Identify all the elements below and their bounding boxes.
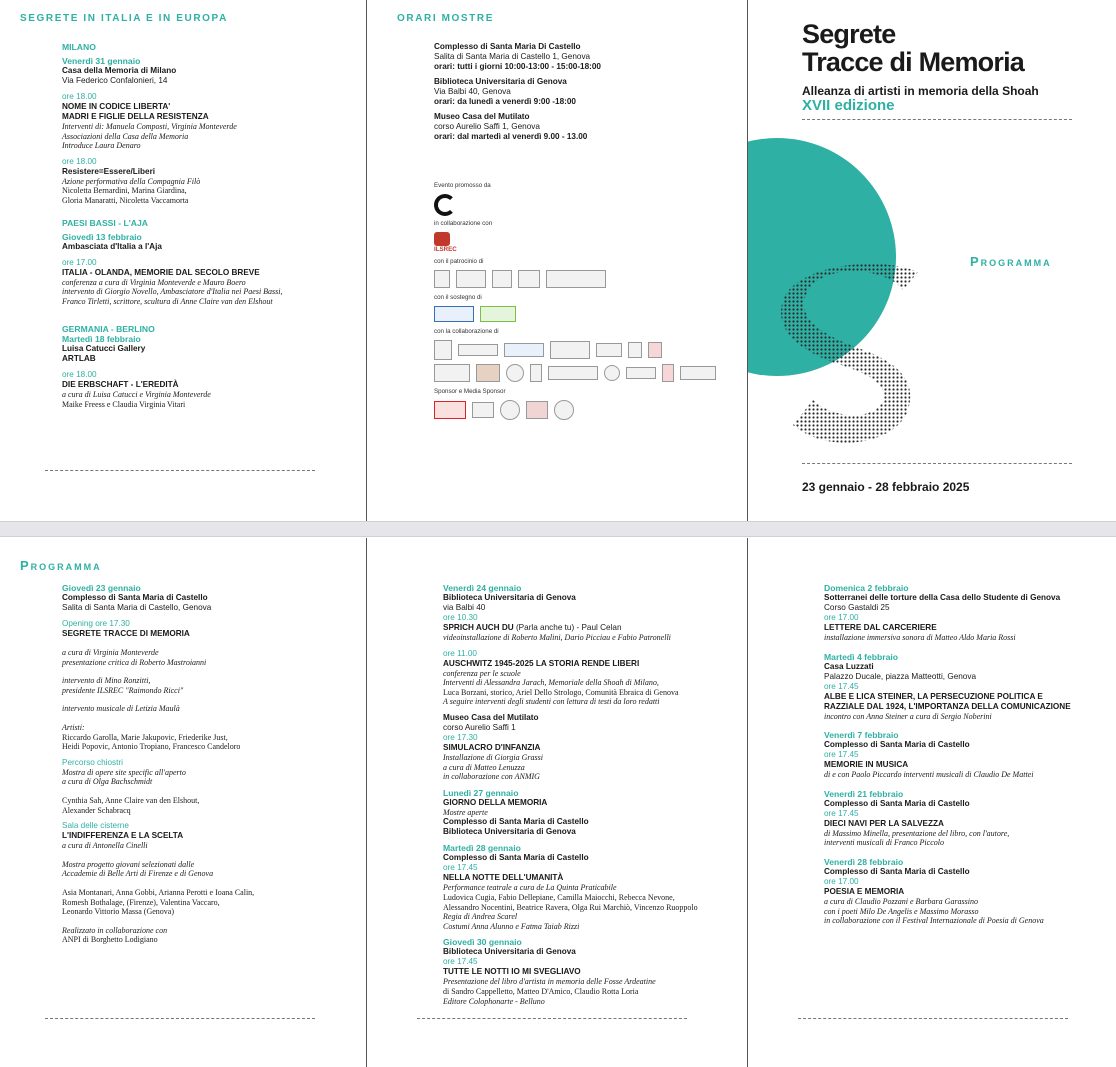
event-detail: intervento di Giorgio Novello, Ambasciatore d'Italia nei Paesi Bassi, <box>62 287 283 297</box>
event-time: ore 18.00 <box>62 92 97 101</box>
address: via Balbi 40 <box>443 603 486 612</box>
city-label: MILANO <box>62 42 96 52</box>
event-title: MADRI E FIGLIE DELLA RESISTENZA <box>62 112 209 121</box>
event-date: Venerdì 21 febbraio <box>824 788 904 799</box>
venue: Biblioteca Universitaria di Genova <box>443 593 576 602</box>
logo <box>434 340 452 360</box>
event-detail: Maike Freess e Claudia Virginia Vitari <box>62 399 186 409</box>
event-title: RAZZIALE DAL 1924, L'IMPORTANZA DELLA COMUNICAZIONE <box>824 701 1071 711</box>
section-title: Programma <box>20 558 102 573</box>
event-date: Giovedì 30 gennaio <box>443 937 522 948</box>
event-title-suffix: (Parla anche tu) - Paul Celan <box>513 623 622 632</box>
patronage-logos <box>434 270 734 288</box>
event-time: ore 17.00 <box>824 876 859 886</box>
sponsor-label: Sponsor e Media Sponsor <box>434 388 506 395</box>
event-detail: Costumi Anna Alunno e Fatma Taiab Rizzi <box>443 921 580 931</box>
event-title: AUSCHWITZ 1945-2025 LA STORIA RENDE LIBERI <box>443 658 640 668</box>
event-title: POESIA E MEMORIA <box>824 886 905 896</box>
event-detail: Associazioni della Casa della Memoria <box>62 131 189 141</box>
panel-cover <box>748 0 1116 521</box>
logo <box>458 344 498 356</box>
event-detail: Mostra progetto giovani selezionati dalle <box>62 859 195 869</box>
event-detail: Luca Borzani, storico, Ariel Dello Strologo, Comunità Ebraica di Genova <box>443 687 679 697</box>
event-detail: in collaborazione con ANMIG <box>443 772 540 782</box>
artist-list: Cynthia Sah, Anne Claire van den Elshout, <box>62 795 200 805</box>
event-time: ore 17.30 <box>443 732 478 742</box>
event-time: ore 18.00 <box>62 156 97 166</box>
collaboration-label: con la collaborazione di <box>434 328 499 335</box>
event-date: Martedì 28 gennaio <box>443 843 521 854</box>
event-detail: videoinstallazione di Roberto Malini, Dario Picciau e Fabio Patronelli <box>443 633 671 642</box>
venue: Complesso di Santa Maria Di Castello <box>434 42 581 51</box>
dashed-divider <box>802 463 1072 464</box>
event-detail: Alessandro Nocentini, Beatrice Ravera, Olga Rui Marchiò, Vincenzo Ruoppolo <box>443 902 698 912</box>
panel-programma-col1 <box>0 538 366 1067</box>
logo <box>476 364 500 382</box>
address: Via Balbi 40, Genova <box>434 87 511 96</box>
event-detail: intervento di Mino Ronzitti, <box>62 676 151 686</box>
dashed-divider <box>798 1018 1068 1019</box>
logo <box>550 341 590 359</box>
venue: Complesso di Santa Maria di Castello <box>443 853 589 863</box>
panel-opening-hours <box>367 0 747 521</box>
venue: Museo Casa del Mutilato <box>434 112 530 121</box>
event-time: Opening ore 17.30 <box>62 619 130 628</box>
event-date: Lunedì 27 gennaio <box>443 787 519 798</box>
event-title <box>443 623 743 633</box>
logo <box>506 364 524 382</box>
dotted-s-artwork <box>768 260 948 470</box>
venue: Complesso di Santa Maria di Castello <box>824 866 970 876</box>
logo <box>648 342 662 358</box>
event-date: Martedì 18 febbraio <box>62 334 141 345</box>
event-date: Venerdì 7 febbraio <box>824 730 899 741</box>
event-detail: Interventi di Alessandra Jarach, Memoriale della Shoah di Milano, <box>443 678 659 688</box>
artist-list: Leonardo Vittorio Massa (Genova) <box>62 907 175 917</box>
event-date: Domenica 2 febbraio <box>824 583 909 593</box>
venue: Ambasciata d'Italia a l'Aja <box>62 241 162 251</box>
cover-dates: 23 gennaio - 28 febbraio 2025 <box>802 480 970 494</box>
cover-title <box>802 20 1024 76</box>
logo <box>546 270 606 288</box>
venue: Casa Luzzati <box>824 661 874 671</box>
section-title: ORARI MOSTRE <box>397 13 494 24</box>
section-title: SEGRETE IN ITALIA E IN EUROPA <box>20 13 228 24</box>
panel-europe <box>0 0 366 521</box>
event-detail: Introduce Laura Denaro <box>62 141 141 151</box>
event-title: SEGRETE TRACCE DI MEMORIA <box>62 629 190 638</box>
venue: Complesso di Santa Maria di Castello <box>62 593 208 602</box>
address: Via Federico Confalonieri, 14 <box>62 76 168 85</box>
address: corso Aurelio Saffi 1 <box>443 722 516 732</box>
event-title: MEMORIE IN MUSICA <box>824 760 909 770</box>
event-time: ore 17.00 <box>62 257 97 267</box>
event-date: Venerdì 31 gennaio <box>62 56 141 66</box>
event-detail: Realizzato in collaborazione con <box>62 925 168 935</box>
event-time: ore 17.45 <box>824 681 859 691</box>
event-time: ore 10.30 <box>443 613 478 622</box>
logo <box>596 343 622 357</box>
venue: Biblioteca Universitaria di Genova <box>443 827 576 837</box>
event-detail: di e con Paolo Piccardo interventi musicali di Claudio De Mattei <box>824 770 1034 780</box>
address: Salita di Santa Maria di Castello, Genova <box>62 603 212 612</box>
patronage-label: con il patrocinio di <box>434 258 484 265</box>
dashed-divider <box>417 1018 687 1019</box>
address: Corso Gastaldi 25 <box>824 603 890 612</box>
panel-programma-col2 <box>367 538 747 1067</box>
logo <box>554 400 574 420</box>
collaboration-logos-row1 <box>434 340 734 360</box>
event-title: ITALIA - OLANDA, MEMORIE DAL SECOLO BREVE <box>62 267 260 277</box>
logo <box>662 364 674 382</box>
event-detail: Editore Colophonarte - Belluno <box>443 996 545 1006</box>
cover-title-line2: Tracce di Memoria <box>802 47 1025 77</box>
event-detail: installazione immersiva sonora di Matteo Aldo Maria Rossi <box>824 633 1016 642</box>
event-detail: in collaborazione con il Festival Internazionale di Poesia di Genova <box>824 916 1044 926</box>
logo <box>604 365 620 381</box>
event-time: ore 17.45 <box>824 808 859 818</box>
event-title: ALBE E LICA STEINER, LA PERSECUZIONE POLITICA E <box>824 691 1043 701</box>
event-detail: di Massimo Minella, presentazione del libro, con l'autore, <box>824 828 1010 838</box>
venue: Complesso di Santa Maria di Castello <box>443 817 589 827</box>
hours: orari: da lunedì a venerdì 9:00 -18:00 <box>434 97 576 106</box>
artist-list: Romesh Bothalage, (Firenze), Valentina Vaccaro, <box>62 897 220 907</box>
event-detail: conferenza a cura di Virginia Monteverde e Mauro Boero <box>62 277 246 287</box>
panel-programma-col3 <box>748 538 1116 1067</box>
event-title: NOME IN CODICE LIBERTA' <box>62 102 171 111</box>
event-title: GIORNO DELLA MEMORIA <box>443 797 548 807</box>
event-time: ore 17.45 <box>443 957 478 967</box>
city-label: PAESI BASSI - L'AJA <box>62 217 148 228</box>
event-time: ore 17.45 <box>824 750 859 760</box>
event-detail: a cura di Antonella Cinelli <box>62 841 148 851</box>
cover-title-line1: Segrete <box>802 19 896 49</box>
event-detail: Regia di Andrea Scarel <box>443 912 518 922</box>
event-detail: Presentazione del libro d'artista in memoria delle Fosse Ardeatine <box>443 977 656 987</box>
event-time: ore 18.00 <box>62 370 97 380</box>
logo <box>434 270 450 288</box>
coop-logo <box>434 401 466 419</box>
event-detail: A seguire interventi degli studenti con lettura di testi da loro redatti <box>443 697 660 707</box>
event-detail: interventi musicali di Franco Piccolo <box>824 838 944 848</box>
event-title: Resistere=Essere/Liberi <box>62 166 156 176</box>
logo <box>492 270 512 288</box>
event-title: TUTTE LE NOTTI IO MI SVEGLIAVO <box>443 967 581 977</box>
venue: Luisa Catucci Gallery <box>62 344 146 354</box>
venue: Sotterranei delle torture della Casa dello Studente di Genova <box>824 593 1061 602</box>
logo <box>434 364 470 382</box>
logo <box>504 343 544 357</box>
event-detail: Ludovica Cugia, Fabio Dellepiane, Camilla Maiocchi, Rebecca Nevone, <box>443 892 675 902</box>
ilsrec-logo <box>434 232 450 246</box>
logo <box>518 270 540 288</box>
event-detail: Gloria Manaratti, Nicoletta Vaccamorta <box>62 195 189 205</box>
event-detail: presentazione critica di Roberto Mastroianni <box>62 657 207 667</box>
event-date: Venerdì 28 febbraio <box>824 856 904 867</box>
event-detail: di Sandro Cappelletto, Matteo D'Amico, Claudio Rotta Loria <box>443 986 639 996</box>
cover-edition: XVII edizione <box>802 97 895 114</box>
event-detail: a cura di Claudio Pozzani e Barbara Garassino <box>824 896 979 906</box>
event-detail: Interventi di: Manuela Composti, Virginia Monteverde <box>62 122 237 131</box>
artist-list: Riccardo Garolla, Marie Jakupovic, Friederike Just, <box>62 732 228 742</box>
event-detail: Mostra di opere site specific all'aperto <box>62 767 186 777</box>
event-detail: intervento musicale di Letizia Maulà <box>62 704 180 714</box>
logo <box>548 366 598 380</box>
logo <box>480 306 516 322</box>
event-title: LETTERE DAL CARCERIERE <box>824 623 937 632</box>
venue: ARTLAB <box>62 354 96 364</box>
venue: Casa della Memoria di Milano <box>62 66 177 75</box>
logo <box>472 402 494 418</box>
event-subheading: Percorso chiostri <box>62 757 123 767</box>
venue: Museo Casa del Mutilato <box>443 712 539 722</box>
logo <box>530 364 542 382</box>
artist-list: Alexander Schabracq <box>62 805 131 815</box>
event-time: ore 17.45 <box>443 863 478 873</box>
event-detail: ANPI di Borghetto Lodigiano <box>62 935 158 945</box>
venue: Biblioteca Universitaria di Genova <box>443 947 576 957</box>
event-title: SIMULACRO D'INFANZIA <box>443 742 541 752</box>
venue: Complesso di Santa Maria di Castello <box>824 740 970 750</box>
event-date: Martedì 4 febbraio <box>824 651 899 662</box>
cover-programma-label: Programma <box>970 254 1052 269</box>
logo <box>626 367 656 379</box>
event-title-main: SPRICH AUCH DU <box>443 623 514 632</box>
collab-label: in collaborazione con <box>434 220 493 227</box>
logo <box>456 270 486 288</box>
event-title: NELLA NOTTE DELL'UMANITÀ <box>443 873 564 883</box>
sponsor-logos <box>434 400 734 420</box>
event-title: DIECI NAVI PER LA SALVEZZA <box>824 818 944 828</box>
event-detail: Accademie di Belle Arti di Firenze e di Genova <box>62 869 214 879</box>
collaboration-logos-row2 <box>434 364 734 382</box>
hours: orari: dal martedì al venerdì 9.00 - 13.00 <box>434 132 588 141</box>
event-detail: Mostre aperte <box>443 807 488 817</box>
promoter-label: Evento promosso da <box>434 182 491 189</box>
logo <box>526 401 548 419</box>
event-date: Venerdì 24 gennaio <box>443 583 522 593</box>
event-detail: a cura di Olga Bachschmidt <box>62 777 153 787</box>
event-time: ore 17.00 <box>824 613 859 622</box>
event-detail: Artisti: <box>62 722 85 732</box>
support-label: con il sostegno di <box>434 294 482 301</box>
event-detail: a cura di Virginia Monteverde <box>62 648 159 657</box>
address: Palazzo Ducale, piazza Matteotti, Genova <box>824 671 977 681</box>
event-detail: Installazione di Giorgia Grassi <box>443 752 543 762</box>
event-detail: Nicoletta Bernardini, Marina Giardina, <box>62 186 187 196</box>
event-detail: a cura di Luisa Catucci e Virginia Monteverde <box>62 390 211 400</box>
event-detail: Azione performativa della Compagnia Filò <box>62 176 201 186</box>
dashed-divider <box>45 470 315 471</box>
address: corso Aurelio Saffi 1, Genova <box>434 122 540 131</box>
venue: Complesso di Santa Maria di Castello <box>824 798 970 808</box>
logo <box>434 306 474 322</box>
city-label: GERMANIA - BERLINO <box>62 324 155 335</box>
event-detail: presidente ILSREC "Raimondo Ricci" <box>62 685 184 695</box>
event-detail: Franco Tirletti, scrittore, scultura di Anne Claire van den Elshout <box>62 296 273 306</box>
event-detail: conferenza per le scuole <box>443 668 521 678</box>
event-detail: a cura di Matteo Lenuzza <box>443 762 525 772</box>
logo <box>500 400 520 420</box>
venue: Biblioteca Universitaria di Genova <box>434 77 567 86</box>
logo <box>628 342 642 358</box>
dashed-divider <box>45 1018 315 1019</box>
hours: orari: tutti i giorni 10:00-13:00 - 15:00-18:00 <box>434 62 601 71</box>
cover-subtitle: Alleanza di artisti in memoria della Shoah <box>802 84 1039 98</box>
event-subheading: Sala delle cisterne <box>62 821 129 831</box>
dashed-divider <box>802 119 1072 120</box>
support-logos <box>434 306 734 322</box>
address: Salita di Santa Maria di Castello 1, Genova <box>434 52 591 61</box>
artist-list: Asia Montanari, Anna Gobbi, Arianna Perotti e Ioana Calin, <box>62 887 255 897</box>
event-detail: Performance teatrale a cura de La Quinta Praticabile <box>443 883 617 893</box>
event-detail: incontro con Anna Steiner a cura di Sergio Noberini <box>824 711 992 721</box>
sheet-separator <box>0 521 1116 537</box>
ilsrec-label: ILSREC <box>434 246 457 253</box>
art-commission-logo <box>434 194 456 216</box>
artist-list: Heidi Popovic, Antonio Tropiano, Francesco Candeloro <box>62 742 241 752</box>
event-title: L'INDIFFERENZA E LA SCELTA <box>62 831 184 841</box>
event-title: DIE ERBSCHAFT - L'EREDITÀ <box>62 380 179 390</box>
event-date: Giovedì 13 febbraio <box>62 231 142 242</box>
logo <box>680 366 716 380</box>
event-date: Giovedì 23 gennaio <box>62 583 141 593</box>
event-detail: con i poeti Milo De Angelis e Massimo Morasso <box>824 906 979 916</box>
event-time: ore 11.00 <box>443 648 477 658</box>
